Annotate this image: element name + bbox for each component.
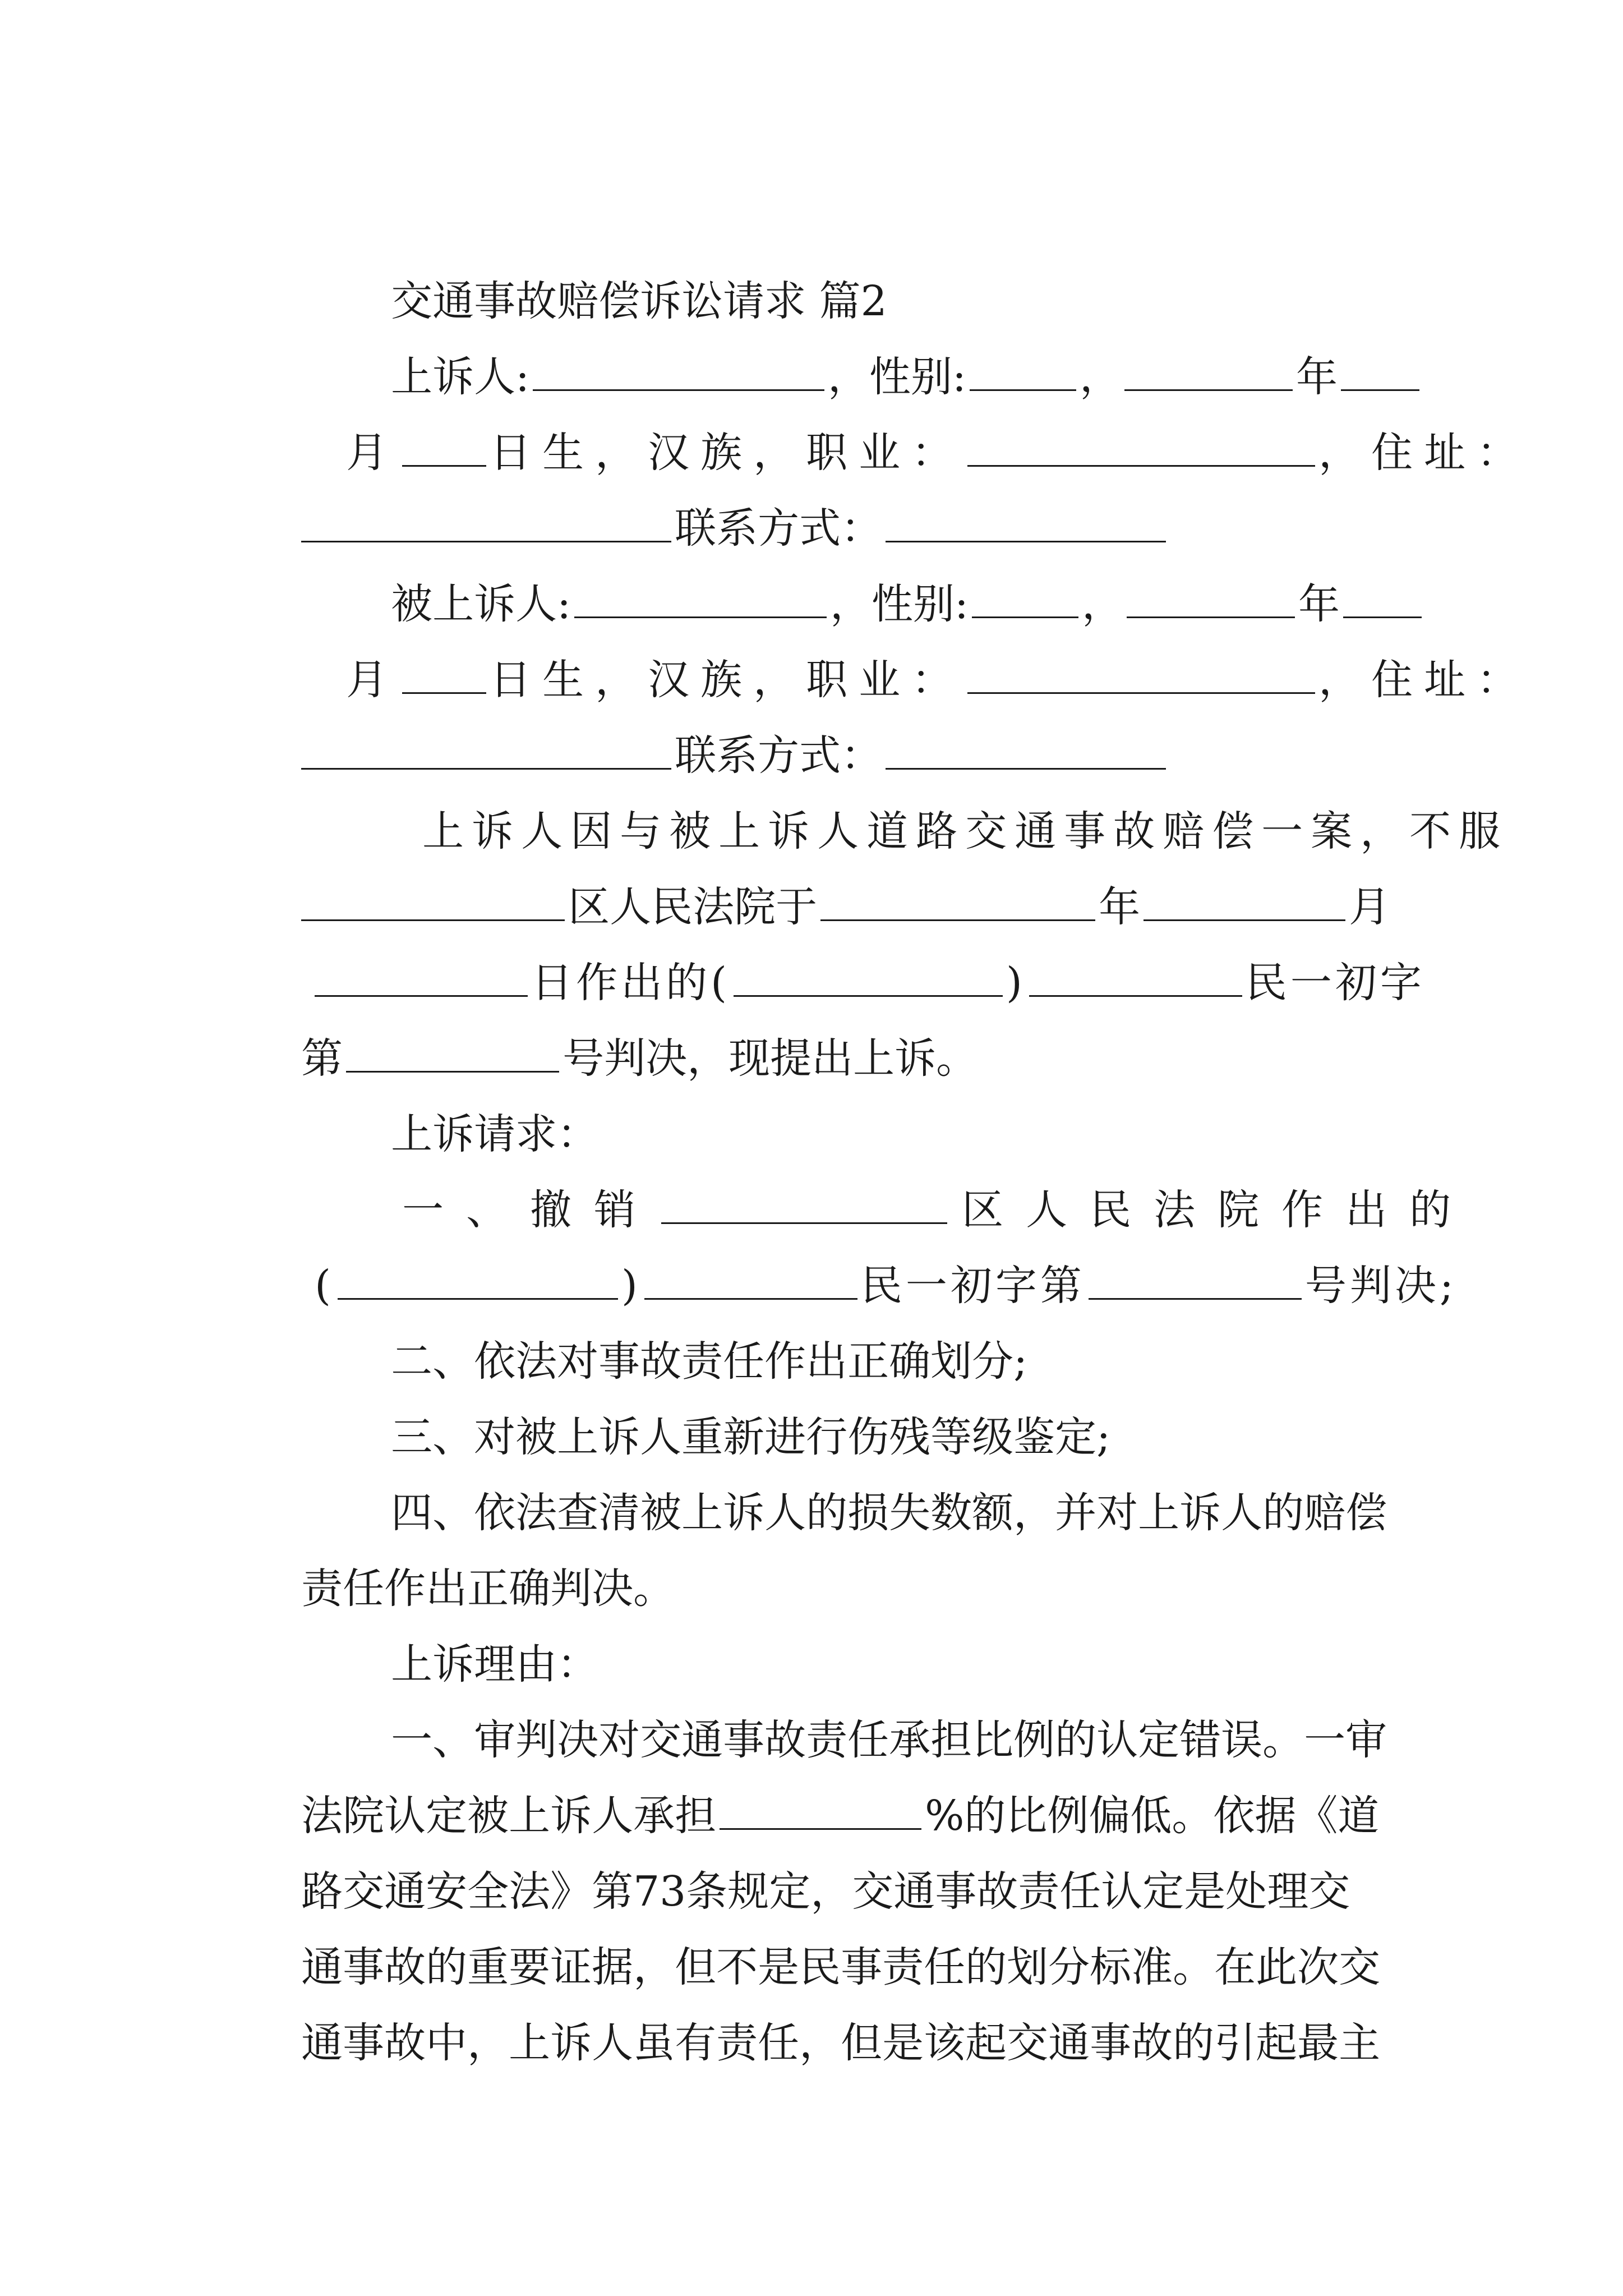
claim-3 <box>338 1345 1384 1461</box>
intro-di: 第 <box>301 1034 343 1083</box>
claim-1-case: 民一初字第 <box>860 1262 1085 1310</box>
intro-line-4 <box>248 966 1384 1083</box>
appellee-line-3 <box>248 663 1384 780</box>
intro-line-3 <box>248 890 1425 1007</box>
reason-1-line-3 <box>248 1799 1384 1916</box>
appellant-contact-label: 联系方式： <box>675 504 883 553</box>
title-text: 交通事故赔偿诉讼请求 篇2 <box>391 277 887 325</box>
claim-1-text-b: 区人民法院作出的 <box>962 1186 1474 1234</box>
intro-court: 区人民法院于 <box>568 883 818 931</box>
appellant-gender-label: ，性别: <box>828 353 966 401</box>
claim-1-line-2 <box>248 1193 1457 1310</box>
appellee-contact-label: 联系方式： <box>675 731 883 780</box>
claim-1-paren-open: ( <box>315 1262 334 1310</box>
appellee-line-1: 被上诉人: ，性别: ， 年 <box>338 512 1384 573</box>
appellant-address-label: ，住址： <box>1318 429 1530 477</box>
appellant-line-2 <box>248 360 1530 477</box>
appellee-year-label: 年 <box>1298 580 1340 628</box>
appellant-month-label: 月 <box>346 429 399 477</box>
appellant-year-label: 年 <box>1295 353 1338 401</box>
reason-1-line-2 <box>248 1723 1384 1840</box>
intro-text-1: 上诉人因与被上诉人道路交通事故赔偿一案，不服 <box>422 807 1509 855</box>
claim-1-line-1 <box>338 1117 1474 1234</box>
claim-4-text-2: 责任作出正确判决。 <box>301 1565 675 1613</box>
appellant-born-label: 日生，汉族，职业： <box>490 429 965 477</box>
reason-1-text-3: 路交通安全法》第73条规定，交通事故责任认定是处理交 <box>301 1867 1350 1916</box>
intro-month: 月 <box>1349 883 1391 931</box>
appellee-month-label: 月 <box>346 656 399 704</box>
claim-2-text: 二、依法对事故责任作出正确划分; <box>391 1337 1028 1386</box>
claim-1-paren-close: ) <box>621 1262 641 1310</box>
reason-1-text-2a: 法院认定被上诉人承担 <box>301 1792 717 1840</box>
document-title <box>338 209 1384 325</box>
claims-heading <box>338 1042 1384 1158</box>
claim-2 <box>338 1269 1384 1386</box>
reason-1-line-5 <box>248 1950 1384 2067</box>
appellee-label: 被上诉人: <box>391 580 571 628</box>
appellee-born-label: 日生，汉族，职业： <box>490 656 965 704</box>
intro-line-1 <box>338 739 1509 855</box>
reason-1-text-1: 一、审判决对交通事故责任承担比例的认定错误。一审 <box>391 1716 1387 1764</box>
reasons-heading <box>338 1572 1384 1688</box>
appellee-gender-label: ，性别: <box>830 580 969 628</box>
intro-paren-close: ) <box>1006 959 1026 1007</box>
reason-1-line-4 <box>248 1875 1384 1991</box>
intro-made: 日作出的( <box>531 959 730 1007</box>
intro-case-no: 民一初字 <box>1245 959 1425 1007</box>
appellant-line-1: 上诉人: ，性别: ， 年 <box>338 284 1384 346</box>
appellant-line-3 <box>248 436 1384 553</box>
appellant-label: 上诉人: <box>391 353 530 401</box>
claim-4-line-1 <box>338 1420 1387 1537</box>
intro-line-2 <box>248 815 1391 931</box>
reason-1-text-2b: %的比例偏低。依据《道 <box>925 1792 1380 1840</box>
claims-heading-text: 上诉请求： <box>391 1110 599 1158</box>
intro-appeal: 号判决，现提出上诉。 <box>562 1034 978 1083</box>
reason-1-text-5: 通事故中，上诉人虽有责任，但是该起交通事故的引起最主 <box>301 2019 1381 2067</box>
claim-3-text: 三、对被上诉人重新进行伤残等级鉴定; <box>391 1413 1111 1461</box>
appellee-address-label: ，住址： <box>1318 656 1530 704</box>
claim-1-text-a: 一、撤销 <box>402 1186 658 1234</box>
claim-4-line-2 <box>248 1496 1384 1613</box>
reason-1-line-1 <box>338 1648 1387 1764</box>
intro-year: 年 <box>1099 883 1141 931</box>
reasons-heading-text: 上诉理由： <box>391 1640 599 1688</box>
appellee-line-2 <box>248 587 1530 704</box>
reason-1-text-4: 通事故的重要证据，但不是民事责任的划分标准。在此次交 <box>301 1943 1381 1991</box>
claim-4-text-1: 四、依法查清被上诉人的损失数额，并对上诉人的赔偿 <box>391 1489 1387 1537</box>
claim-1-end: 号判决; <box>1304 1262 1457 1310</box>
